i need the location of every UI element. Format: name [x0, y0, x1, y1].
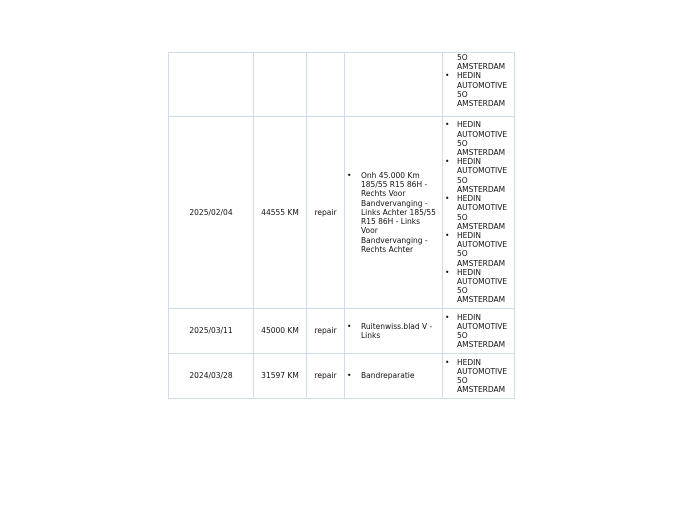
table-row [169, 309, 515, 354]
dealer-list [443, 313, 514, 350]
mileage-text: 45000 KM [261, 326, 299, 336]
dealer-item: • HEDIN AUTOMOTIVE 5O AMSTERDAM [443, 71, 514, 108]
mileage-text: 31597 KM [261, 371, 299, 381]
date-text: 2025/03/11 [189, 326, 233, 336]
work-item: • Onh 45.000 Km 185/55 R15 86H - Rechts Voor Bandvervanging - Links Achter 185/55 R15 86H - Links Voor Bandvervanging - Rechts Achter [345, 171, 442, 254]
items-cell [345, 117, 443, 309]
work-items-list [345, 322, 442, 340]
dealer-list [443, 358, 514, 395]
mileage-cell [254, 309, 307, 354]
mileage-cell [254, 354, 307, 399]
dealer-item: • HEDIN AUTOMOTIVE 5O AMSTERDAM [443, 231, 514, 268]
service-history-table-container [168, 52, 514, 398]
table-row [169, 117, 515, 309]
dealer-item: • HEDIN AUTOMOTIVE 5O AMSTERDAM [443, 268, 514, 305]
work-item: • Ruitenwiss.blad V - Links [345, 322, 442, 340]
dealer-item: • HEDIN AUTOMOTIVE 5O AMSTERDAM [443, 313, 514, 350]
date-cell [169, 309, 254, 354]
mileage-cell [254, 117, 307, 309]
date-text: 2024/03/28 [189, 371, 233, 381]
items-cell [345, 53, 443, 117]
dealer-item: • HEDIN AUTOMOTIVE 5O AMSTERDAM [443, 194, 514, 231]
date-text: 2025/02/04 [189, 207, 233, 217]
dealer-cell [443, 117, 515, 309]
date-cell [169, 354, 254, 399]
dealer-item: • HEDIN AUTOMOTIVE 5O AMSTERDAM [443, 120, 514, 157]
dealer-list [443, 120, 514, 304]
dealer-cell [443, 309, 515, 354]
work-items-list [345, 371, 442, 380]
service-history-table [168, 52, 515, 399]
type-text: repair [314, 207, 337, 217]
dealer-item: • HEDIN AUTOMOTIVE 5O AMSTERDAM [443, 358, 514, 395]
type-text: repair [314, 326, 337, 336]
dealer-item: • HEDIN AUTOMOTIVE 5O AMSTERDAM [443, 157, 514, 194]
work-items-list [345, 171, 442, 254]
type-cell [307, 309, 345, 354]
table-row [169, 354, 515, 399]
items-cell [345, 309, 443, 354]
mileage-text: 44555 KM [261, 207, 299, 217]
table-row [169, 53, 515, 117]
dealer-continuation: 5O AMSTERDAM [457, 53, 506, 72]
dealer-cell [443, 53, 515, 117]
date-cell [169, 53, 254, 117]
type-cell [307, 354, 345, 399]
work-item: • Bandreparatie [345, 371, 442, 380]
dealer-list [443, 71, 514, 108]
type-cell [307, 53, 345, 117]
type-cell [307, 117, 345, 309]
type-text: repair [314, 371, 337, 381]
items-cell [345, 354, 443, 399]
dealer-cell [443, 354, 515, 399]
date-cell [169, 117, 254, 309]
mileage-cell [254, 53, 307, 117]
